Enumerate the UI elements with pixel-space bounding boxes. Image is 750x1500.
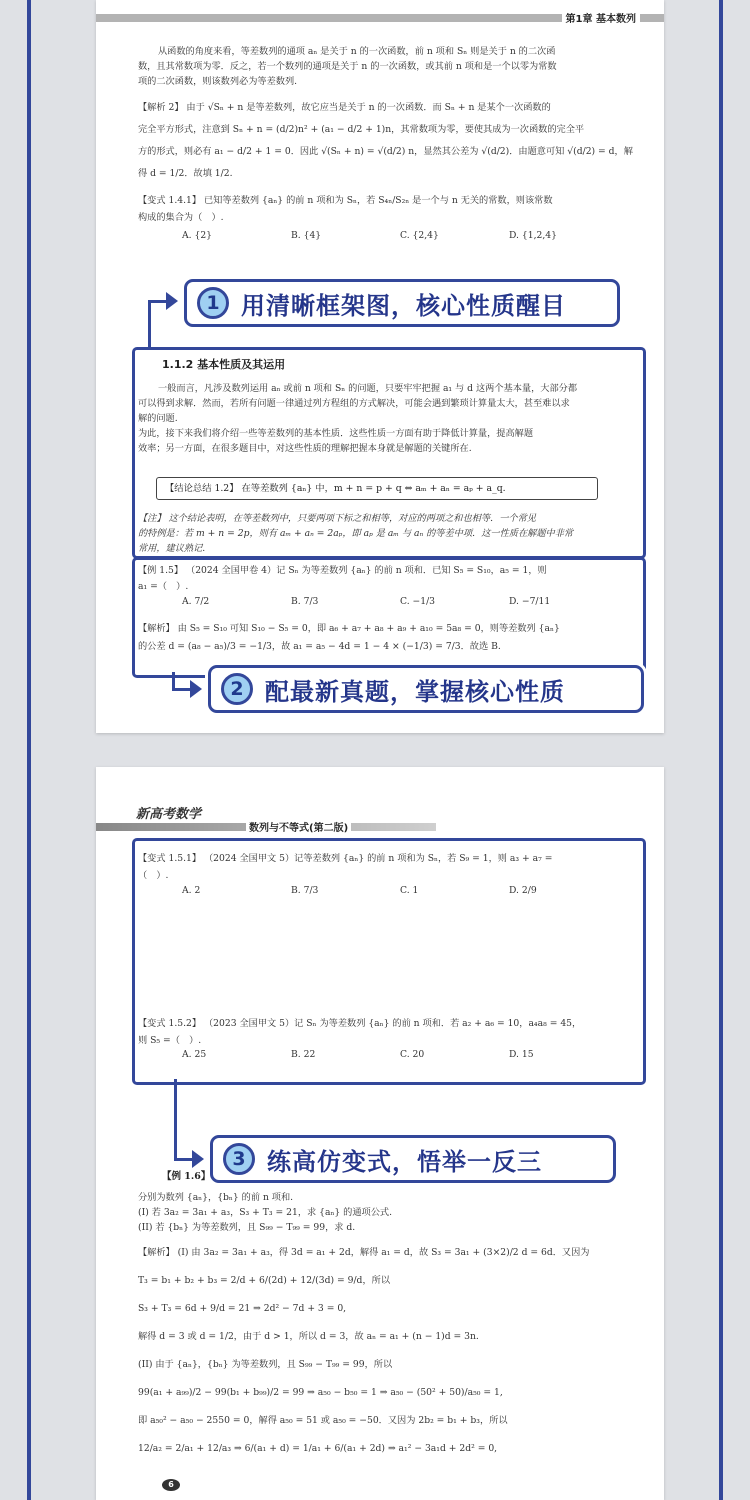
intro-paragraph (138, 44, 640, 89)
callout-2-text: 配最新真题，掌握核心性质 (265, 677, 565, 706)
text-line: 【变式 1.4.1】 已知等差数列 {aₙ} 的前 n 项和为 Sₙ，若 S₄ₙ/S₂ₙ 是一个与 n 无关的常数，则该常数 (138, 195, 553, 206)
text-line: 为此，接下来我们将介绍一些等差数列的基本性质．这些性质一方面有助于降低计算量，提高解题 (138, 428, 534, 439)
callout-1-number: 1 (197, 287, 229, 319)
callout-1-text: 用清晰框架图，核心性质醒目 (241, 291, 566, 320)
text-line: 则 S₅ =（ ）. (138, 1035, 202, 1046)
callout-2-arrow (190, 680, 202, 698)
text-line: 解的问题. (138, 413, 178, 424)
header-subtitle: 数列与不等式(第二版) (246, 819, 351, 834)
connector-2-horizontal (172, 688, 192, 691)
text-line: 【例 1.5】 （2024 全国甲卷 4）记 Sₙ 为等差数列 {aₙ} 的前 n 项和．已知 S₅ = S₁₀，a₅ = 1，则 (138, 565, 547, 576)
option-d: D. 2/9 (509, 885, 537, 896)
text-line: 一般而言，凡涉及数列运用 aₙ 或前 n 项和 Sₙ 的问题，只要牢牢把握 a₁ 与 d 这两个基本量，大部分都 (158, 383, 578, 394)
text-line: a₁ =（ ）. (138, 581, 189, 592)
option-a: A. 25 (182, 1049, 207, 1060)
option-c: C. {2,4} (400, 230, 439, 241)
option-c: C. 1 (400, 885, 419, 896)
text-line: 解得 d = 3 或 d = 1/2，由于 d > 1，所以 d = 3，故 aₙ = a₁ + (n − 1)d = 3n. (138, 1331, 479, 1342)
text-line: 数，且其常数项为零．反之，若一个数列的通项是关于 n 的一次函数，或其前 n 项和是一个以零为常数 (138, 61, 557, 72)
example-1-6-label: 【例 1.6】 (162, 1171, 211, 1182)
text-line: 可以得到求解．然而，若所有问题一律通过列方程组的方式解决，可能会遇到繁琐计算量太大，甚至难以求 (138, 398, 570, 409)
text-line: 12/a₂ = 2/a₁ + 12/a₃ ⇒ 6/(a₁ + d) = 1/a₁ + 6/(a₁ + 2d) ⇒ a₁² − 3a₁d + 2d² = 0, (138, 1443, 498, 1454)
text-line: S₃ + T₃ = 6d + 9/d = 21 ⇒ 2d² − 7d + 3 = 0, (138, 1303, 347, 1314)
text-line: 方的形式，则必有 a₁ − d/2 + 1 = 0．因此 √(Sₙ + n) = √(d/2) n，显然其公差为 √(d/2)．由题意可知 √(d/2) = d，解 (138, 146, 633, 157)
text-line: 构成的集合为（ ）. (138, 212, 224, 223)
callout-2-number: 2 (221, 673, 253, 705)
option-b: B. {4} (291, 230, 322, 241)
callout-1-arrow (166, 292, 178, 310)
callout-2 (208, 665, 644, 713)
text-line: 【解析 2】 由于 √Sₙ + n 是等差数列，故它应当是关于 n 的一次函数．而 Sₙ + n 是某个一次函数的 (138, 102, 551, 113)
callout-3-text: 练高仿变式，悟举一反三 (267, 1147, 542, 1176)
text-line: 【解析】 (I) 由 3a₂ = 3a₁ + a₃，得 3d = a₁ + 2d，解得 a₁ = d，故 S₃ = 3a₁ + (3×2)/2 d = 6d．又因为 (138, 1247, 590, 1258)
callout-1 (184, 279, 620, 327)
option-d: D. −7/11 (509, 596, 551, 607)
option-a: A. {2} (182, 230, 213, 241)
exam-frame (132, 557, 646, 678)
section-title: 1.1.2 基本性质及其运用 (162, 358, 286, 371)
text-line: 效率；另一方面，在很多题目中，对这些性质的理解把握本身就是解题的关键所在. (138, 443, 472, 454)
option-b: B. 7/3 (291, 596, 319, 607)
text-line: 99(a₁ + a₉₉)/2 − 99(b₁ + b₉₉)/2 = 99 ⇒ a₅₀ − b₅₀ = 1 ⇒ a₅₀ − (50² + 50)/a₅₀ = 1, (138, 1387, 503, 1398)
text-line: 得 d = 1/2．故填 1/2. (138, 168, 233, 179)
analysis-2 (138, 97, 640, 185)
text-line: (II) 若 {bₙ} 为等差数列，且 S₉₉ − T₉₉ = 99，求 d. (138, 1222, 356, 1233)
connector-1-horizontal (148, 300, 168, 303)
right-rule (719, 0, 723, 1500)
option-d: D. {1,2,4} (509, 230, 557, 241)
option-a: A. 2 (182, 885, 201, 896)
text-line: 【解析】 由 S₅ = S₁₀ 可知 S₁₀ − S₅ = 0，即 a₆ + a₇ + a₈ + a₉ + a₁₀ = 5a₈ = 0，则等差数列 {aₙ} (138, 623, 560, 634)
connector-3-vertical (174, 1079, 177, 1161)
text-line: 的特例是：若 m + n = 2p，则有 aₘ + aₙ = 2aₚ，即 aₚ 是 aₘ 与 aₙ 的等差中项．这一性质在解题中非常 (138, 528, 574, 539)
text-line: 【变式 1.5.2】 （2023 全国甲文 5）记 Sₙ 为等差数列 {aₙ} 的前 n 项和．若 a₂ + a₆ = 10，a₄a₈ = 45， (138, 1018, 582, 1029)
callout-3-arrow (192, 1150, 204, 1168)
text-line: 项的二次函数，则该数列必为等差数列. (138, 76, 298, 87)
text-line: 从函数的角度来看，等差数列的通项 aₙ 是关于 n 的一次函数，前 n 项和 Sₙ 则是关于 n 的二次函 (158, 46, 556, 57)
text-line: 完全平方形式，注意到 Sₙ + n = (d/2)n² + (a₁ − d/2 + 1)n，其常数项为零，要使其成为一次函数的完全平 (138, 124, 585, 135)
example-1-6-analysis (138, 1239, 640, 1463)
variant-1-4-1 (138, 192, 640, 226)
callout-3 (210, 1135, 616, 1183)
text-line: （ ）. (138, 870, 169, 881)
option-d: D. 15 (509, 1049, 534, 1060)
option-c: C. −1/3 (400, 596, 436, 607)
text-line: (I) 若 3a₂ = 3a₁ + a₃，S₃ + T₃ = 21，求 {aₙ} 的通项公式. (138, 1207, 393, 1218)
option-c: C. 20 (400, 1049, 425, 1060)
option-b: B. 22 (291, 1049, 316, 1060)
conclusion-box: 【结论总结 1.2】 在等差数列 {aₙ} 中，m + n = p + q ⇔ aₘ + aₙ = aₚ + a_q. (156, 477, 598, 500)
connector-3-horizontal (174, 1158, 194, 1161)
text-line: 的公差 d = (a₈ − a₅)/3 = −1/3，故 a₁ = a₅ − 4d = 1 − 4 × (−1/3) = 7/3．故选 B. (138, 641, 501, 652)
text-line: 分别为数列 {aₙ}，{bₙ} 的前 n 项和. (138, 1192, 294, 1203)
variant-frame (132, 838, 646, 1085)
example-1-6 (138, 1190, 640, 1235)
text-line: (II) 由于 {aₙ}，{bₙ} 为等差数列，且 S₉₉ − T₉₉ = 99，所以 (138, 1359, 393, 1370)
text-line: 即 a₅₀² − a₅₀ − 2550 = 0，解得 a₅₀ = 51 或 a₅₀ = −50．又因为 2b₂ = b₁ + b₃，所以 (138, 1415, 508, 1426)
text-line: 常用，建议熟记. (138, 543, 206, 554)
framework-frame (132, 347, 646, 559)
page-header-chapter: 第1章 基本数列 (562, 10, 640, 25)
connector-1-vertical (148, 300, 151, 348)
option-a: A. 7/2 (182, 596, 210, 607)
text-line: T₃ = b₁ + b₂ + b₃ = 2/d + 6/(2d) + 12/(3d) = 9/d，所以 (138, 1275, 391, 1286)
callout-3-number: 3 (223, 1143, 255, 1175)
text-line: 【注】 这个结论表明，在等差数列中，只要两项下标之和相等，对应的两项之和也相等．一个常见 (138, 513, 536, 524)
left-rule (27, 0, 31, 1500)
page-number: 6 (162, 1479, 180, 1491)
text-line: 【变式 1.5.1】 （2024 全国甲文 5）记等差数列 {aₙ} 的前 n 项和为 Sₙ，若 S₉ = 1，则 a₃ + a₇ = (138, 853, 553, 864)
header-logo: 新高考数学 (136, 807, 202, 822)
option-b: B. 7/3 (291, 885, 319, 896)
